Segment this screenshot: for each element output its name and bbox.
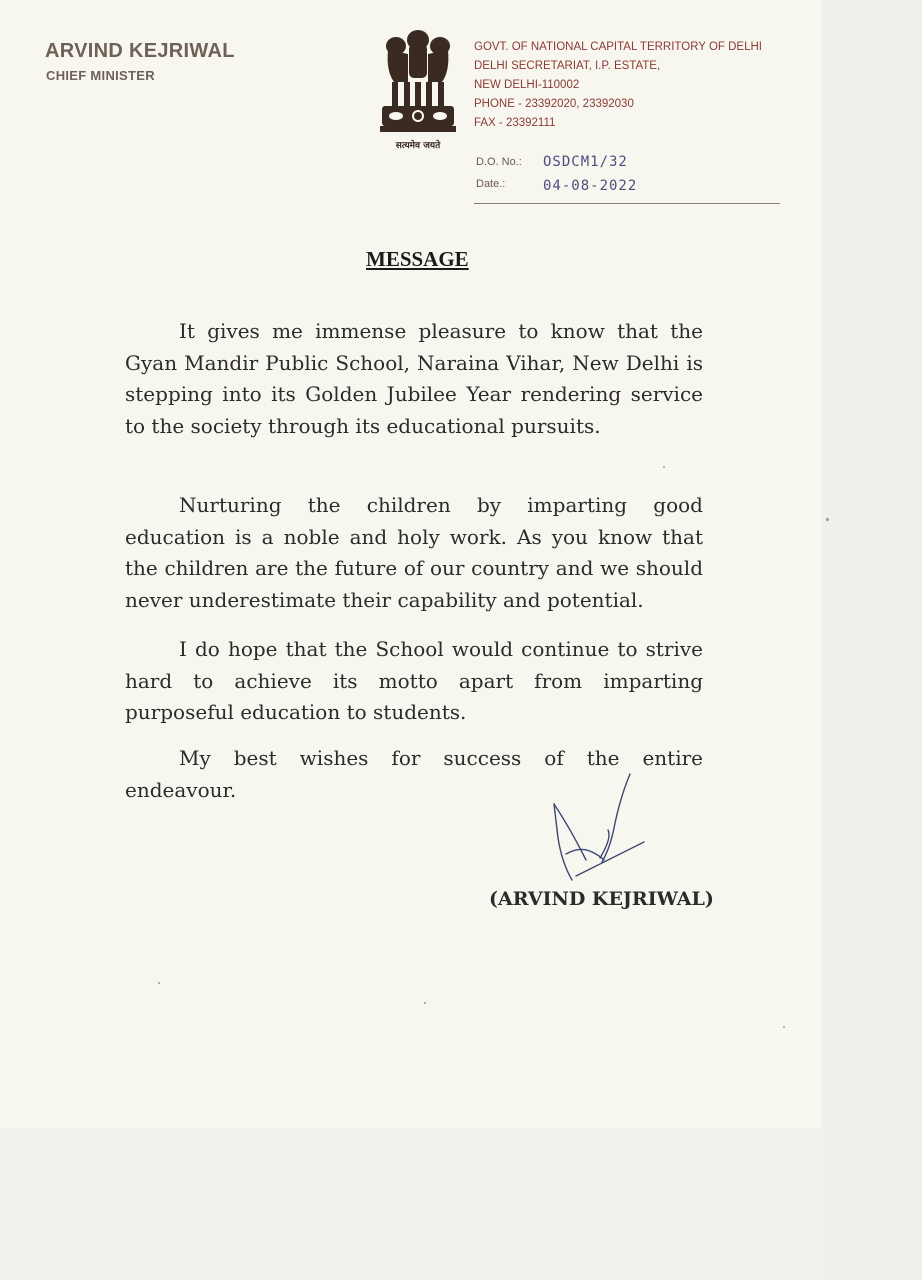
scan-speck — [783, 1026, 785, 1028]
message-paragraph: It gives me immense pleasure to know that the Gyan Mandir Public School, Naraina Vihar, New Delhi is stepping into its Golden Jubilee Year rendering service to the society through its educational pursuits. — [125, 319, 703, 438]
sender-name: ARVIND KEJRIWAL — [45, 40, 235, 62]
scan-margin-right — [822, 0, 922, 1280]
state-emblem — [378, 26, 458, 152]
do-number-label: D.O. No.: — [476, 156, 522, 168]
lion-capital-icon — [378, 26, 458, 136]
message-paragraph: I do hope that the School would continue to strive hard to achieve its motto apart from imparting purposeful education to students. — [125, 637, 703, 724]
scan-speck — [826, 518, 829, 521]
scan-speck — [158, 982, 160, 984]
scan-speck — [424, 1002, 426, 1004]
office-address — [474, 38, 794, 133]
address-line: GOVT. OF NATIONAL CAPITAL TERRITORY OF DELHI — [474, 41, 762, 53]
do-number-value: OSDCM1/32 — [543, 154, 628, 170]
address-line: DELHI SECRETARIAT, I.P. ESTATE, — [474, 60, 661, 72]
signatory-name: (ARVIND KEJRIWAL) — [489, 888, 714, 910]
letterhead-divider — [474, 203, 780, 204]
address-line: PHONE - 23392020, 23392030 — [474, 98, 634, 110]
message-heading: MESSAGE — [366, 247, 469, 271]
address-line: FAX - 23392111 — [474, 117, 556, 129]
emblem-motto: सत्यमेव जयते — [395, 141, 441, 151]
message-paragraph: My best wishes for success of the entire endeavour. — [125, 746, 703, 802]
message-paragraph: Nurturing the children by imparting good education is a noble and holy work. As you know that the children are the future of our country and we should never underestimate their capability and potential. — [125, 493, 703, 612]
date-value: 04-08-2022 — [543, 178, 638, 194]
sender-title: CHIEF MINISTER — [46, 68, 155, 83]
date-label: Date.: — [476, 178, 506, 190]
scan-margin-bottom — [0, 1128, 822, 1280]
address-line: NEW DELHI-110002 — [474, 79, 580, 91]
handwritten-signature — [540, 768, 660, 898]
scan-speck — [663, 466, 665, 468]
